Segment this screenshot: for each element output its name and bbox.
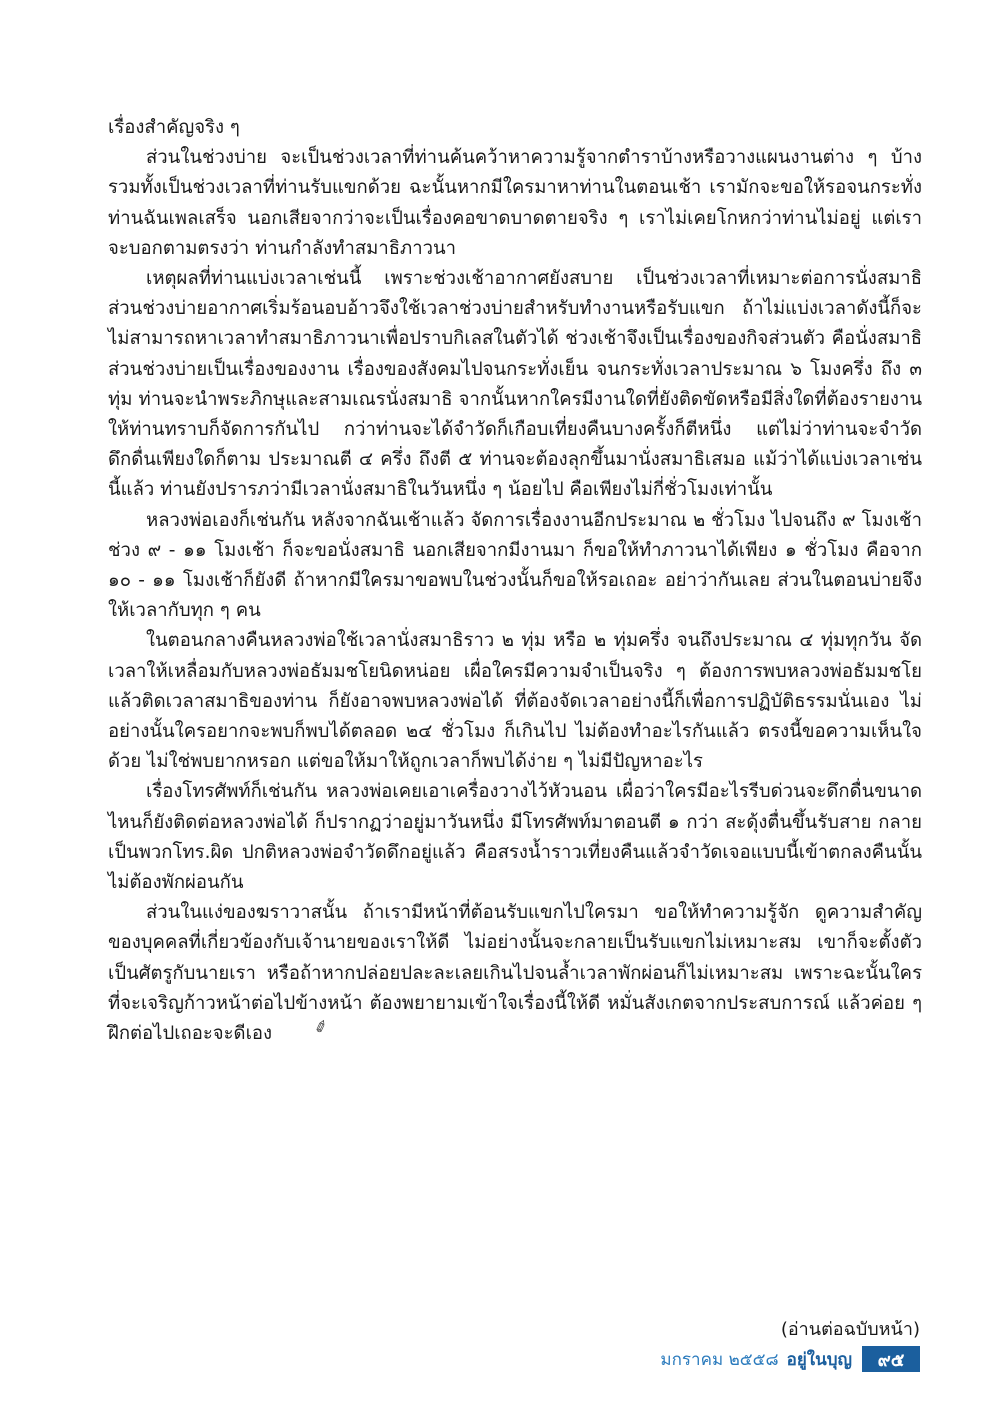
paragraph-1: เรื่องสำคัญจริง ๆ [108, 117, 240, 138]
paragraph-3: เหตุผลที่ท่านแบ่งเวลาเช่นนี้ เพราะช่วงเช้าอากาศยังสบาย เป็นช่วงเวลาที่เหมาะต่อการนั่งสมาธิ ส่วนช่วงบ่ายอากาศเริ่มร้อนอบอ้าวจึงใช้เวลาช่วงบ่ายสำหรับทำงานหรือรับแขก ถ้าไม่แบ่งเวลาดังนี้ก็จะไม่สามารถหาเวลาทำสมาธิภาวนาเพื่อปราบกิเลสในตัวได้ ช่วงเช้าจึงเป็นเรื่องของกิจส่วนตัว คือนั่งสมาธิ ส่วนช่วงบ่ายเป็นเรื่องของงาน เรื่องของสังคมไปจนกระทั่งเย็น จนกระทั่งเวลาประมาณ ๖ โมงครึ่ง ถึง ๓ ทุ่ม ท่านจะนำพระภิกษุและสามเณรนั่งสมาธิ จากนั้นหากใครมีงานใดที่ยังติดขัดหรือมีสิ่งใดที่ต้องรายงานให้ท่านทราบก็จัดการกันไป กว่าท่านจะได้จำวัดก็เกือบเที่ยงคืนบางครั้งก็ตีหนึ่ง แต่ไม่ว่าท่านจะจำวัดดึกดื่นเพียงใดก็ตาม ประมาณตี ๔ ครึ่ง ถึงตี ๕ ท่านจะต้องลุกขึ้นมานั่งสมาธิเสมอ แม้ว่าได้แบ่งเวลาเช่นนี้แล้ว ท่านยังปรารภว่ามีเวลานั่งสมาธิในวันหนึ่ง ๆ น้อยไป คือเพียงไม่กี่ชั่วโมงเท่านั้น [108, 268, 922, 501]
continued-note: (อ่านต่อฉบับหน้า) [780, 1319, 920, 1340]
issue-date: มกราคม ๒๕๕๘ [660, 1349, 779, 1370]
page-footer [660, 1346, 920, 1372]
article-body [108, 113, 922, 1049]
pen-end-mark-icon: ✐ [311, 1015, 331, 1039]
page-number-badge: ๙๕ [862, 1346, 920, 1372]
paragraph-5: ในตอนกลางคืนหลวงพ่อใช้เวลานั่งสมาธิราว ๒ ทุ่ม หรือ ๒ ทุ่มครึ่ง จนถึงประมาณ ๔ ทุ่มทุกวัน จัดเวลาให้เหลื่อมกับหลวงพ่อธัมมชโยนิดหน่อย เผื่อใครมีความจำเป็นจริง ๆ ต้องการพบหลวงพ่อธัมมชโยแล้วติดเวลาสมาธิของท่าน ก็ยังอาจพบหลวงพ่อได้ ที่ต้องจัดเวลาอย่างนี้ก็เพื่อการปฏิบัติธรรมนั่นเอง ไม่อย่างนั้นใครอยากจะพบก็พบได้ตลอด ๒๔ ชั่วโมง ก็เกินไป ไม่ต้องทำอะไรกันแล้ว ตรงนี้ขอความเห็นใจด้วย ไม่ใช่พบยากหรอก แต่ขอให้มาให้ถูกเวลาก็พบได้ง่าย ๆ ไม่มีปัญหาอะไร [108, 630, 922, 773]
paragraph-6: เรื่องโทรศัพท์ก็เช่นกัน หลวงพ่อเคยเอาเครื่องวางไว้หัวนอน เผื่อว่าใครมีอะไรรีบด่วนจะดึกดื่นขนาดไหนก็ยังติดต่อหลวงพ่อได้ ก็ปรากฏว่าอยู่มาวันหนึ่ง มีโทรศัพท์มาตอนตี ๑ กว่า สะดุ้งตื่นขึ้นรับสาย กลายเป็นพวกโทร.ผิด ปกติหลวงพ่อจำวัดดึกอยู่แล้ว คือสรงน้ำราวเที่ยงคืนแล้วจำวัดเจอแบบนี้เข้าตกลงคืนนั้นไม่ต้องพักผ่อนกัน [108, 781, 922, 894]
magazine-name: อยู่ในบุญ [786, 1349, 852, 1370]
paragraph-2: ส่วนในช่วงบ่าย จะเป็นช่วงเวลาที่ท่านค้นคว้าหาความรู้จากตำราบ้างหรือวางแผนงานต่าง ๆ บ้าง รวมทั้งเป็นช่วงเวลาที่ท่านรับแขกด้วย ฉะนั้นหากมีใครมาหาท่านในตอนเช้า เรามักจะขอให้รอจนกระทั่งท่านฉันเพลเสร็จ นอกเสียจากว่าจะเป็นเรื่องคอขาดบาดตายจริง ๆ เราไม่เคยโกหกว่าท่านไม่อยู่ แต่เราจะบอกตามตรงว่า ท่านกำลังทำสมาธิภาวนา [108, 147, 922, 259]
paragraph-4: หลวงพ่อเองก็เช่นกัน หลังจากฉันเช้าแล้ว จัดการเรื่องงานอีกประมาณ ๒ ชั่วโมง ไปจนถึง ๙ โมงเช้า ช่วง ๙ - ๑๑ โมงเช้า ก็จะขอนั่งสมาธิ นอกเสียจากมีงานมา ก็ขอให้ทำภาวนาได้เพียง ๑ ชั่วโมง คือจาก ๑๐ - ๑๑ โมงเช้าก็ยังดี ถ้าหากมีใครมาขอพบในช่วงนั้นก็ขอให้รอเถอะ อย่าว่ากันเลย ส่วนในตอนบ่ายจึงให้เวลากับทุก ๆ คน [108, 509, 922, 622]
paragraph-7-text: ส่วนในแง่ของฆราวาสนั้น ถ้าเรามีหน้าที่ต้อนรับแขกไปใครมา ขอให้ทำความรู้จัก ดูความสำคัญของบุคคลที่เกี่ยวข้องกับเจ้านายของเราให้ดี ไม่อย่างนั้นจะกลายเป็นรับแขกไม่เหมาะสม เขาก็จะตั้งตัวเป็นศัตรูกับนายเรา หรือถ้าหากปล่อยปละละเลยเกินไปจนล้ำเวลาพักผ่อนก็ไม่เหมาะสม เพราะฉะนั้นใครที่จะเจริญก้าวหน้าต่อไปข้างหน้า ต้องพยายามเข้าใจเรื่องนี้ให้ดี หมั่นสังเกตจากประสบการณ์ แล้วค่อย ๆ ฝึกต่อไปเถอะจะดีเอง [108, 902, 922, 1045]
paragraph-7 [108, 898, 922, 1049]
